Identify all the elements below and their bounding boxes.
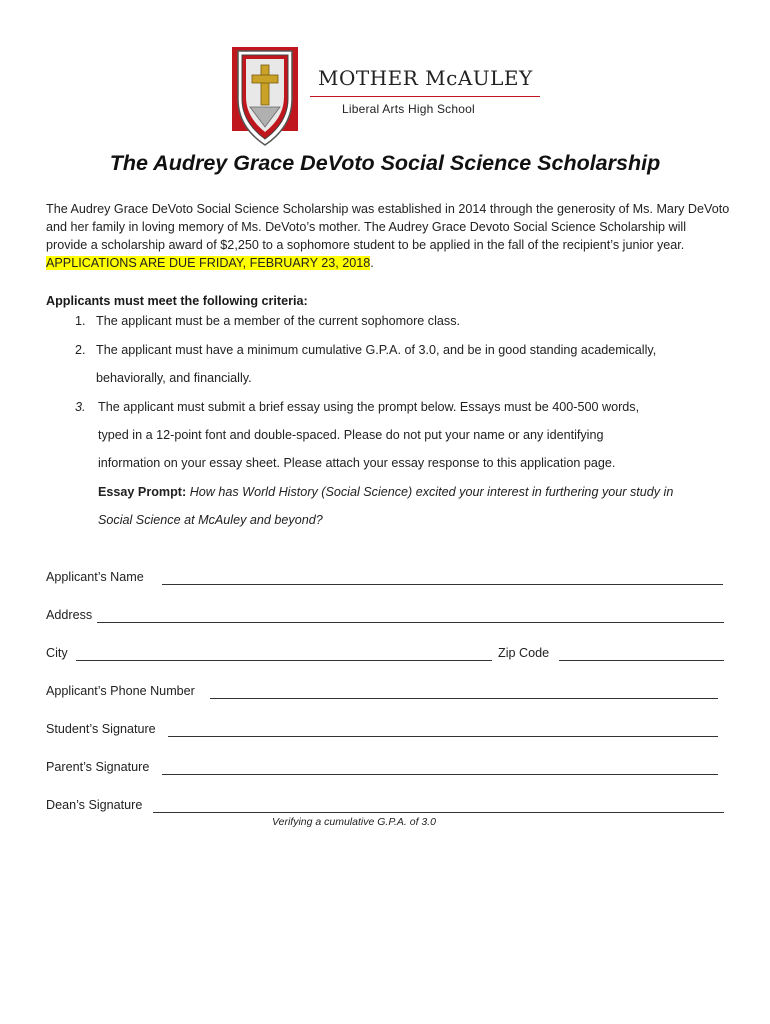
criteria-item-text: typed in a 12-point font and double-spaced. Please do not put your name or any identifying: [98, 428, 604, 442]
school-crest-icon: [232, 47, 298, 147]
essay-prompt: [98, 485, 673, 499]
essay-prompt-text: Social Science at McAuley and beyond?: [98, 513, 323, 527]
criteria-item-text: The applicant must have a minimum cumulative G.P.A. of 3.0, and be in good standing academically,: [96, 343, 657, 357]
deadline-highlight: APPLICATIONS ARE DUE FRIDAY, FEBRUARY 23, 2018: [46, 256, 371, 270]
intro-text: The Audrey Grace DeVoto Social Science Scholarship was established in 2014 through the generosity of Ms. Mary DeVoto and her family in loving memory of Ms. DeVoto’s mother. The Audrey Grace Devoto Social Science Scholarship will provide a scholarship award of $2,250 to a sophomore student to be applied in the fall of the recipient’s junior year.: [46, 202, 730, 252]
criteria-item-text: information on your essay sheet. Please attach your essay response to this application page.: [98, 456, 616, 470]
dean-signature-label: Dean’s Signature: [46, 798, 143, 812]
address-field[interactable]: [97, 622, 724, 623]
criteria-item-text: The applicant must submit a brief essay using the prompt below. Essays must be 400-500 words,: [98, 400, 640, 414]
city-label: City: [46, 646, 68, 660]
student-signature-field[interactable]: [168, 736, 718, 737]
zip-code-label: Zip Code: [498, 646, 550, 660]
criteria-item-number: 1.: [75, 314, 86, 328]
parent-signature-field[interactable]: [162, 774, 718, 775]
school-name: MOTHER McAULEY: [318, 66, 533, 90]
intro-paragraph: [46, 200, 730, 272]
phone-label: Applicant’s Phone Number: [46, 684, 195, 698]
zip-code-field[interactable]: [559, 660, 724, 661]
parent-signature-label: Parent’s Signature: [46, 760, 150, 774]
city-field[interactable]: [76, 660, 492, 661]
essay-prompt-label: Essay Prompt:: [98, 485, 187, 499]
criteria-item-number: 2.: [75, 343, 86, 357]
criteria-item-number: 3.: [75, 400, 86, 414]
header-divider: [310, 96, 540, 97]
school-subtitle: Liberal Arts High School: [342, 102, 475, 116]
student-signature-label: Student’s Signature: [46, 722, 156, 736]
essay-prompt-text: How has World History (Social Science) excited your interest in furthering your study in: [189, 485, 674, 499]
applicant-name-label: Applicant’s Name: [46, 570, 144, 584]
intro-end: .: [370, 256, 374, 270]
dean-signature-note: Verifying a cumulative G.P.A. of 3.0: [272, 816, 437, 828]
applicant-name-field[interactable]: [162, 584, 723, 585]
criteria-heading: Applicants must meet the following criteria:: [46, 294, 308, 308]
address-label: Address: [46, 608, 93, 622]
criteria-item-text: The applicant must be a member of the current sophomore class.: [96, 314, 460, 328]
phone-field[interactable]: [210, 698, 718, 699]
page-title: The Audrey Grace DeVoto Social Science Scholarship: [109, 151, 661, 175]
criteria-item-text: behaviorally, and financially.: [96, 371, 252, 385]
dean-signature-field[interactable]: [153, 812, 724, 813]
